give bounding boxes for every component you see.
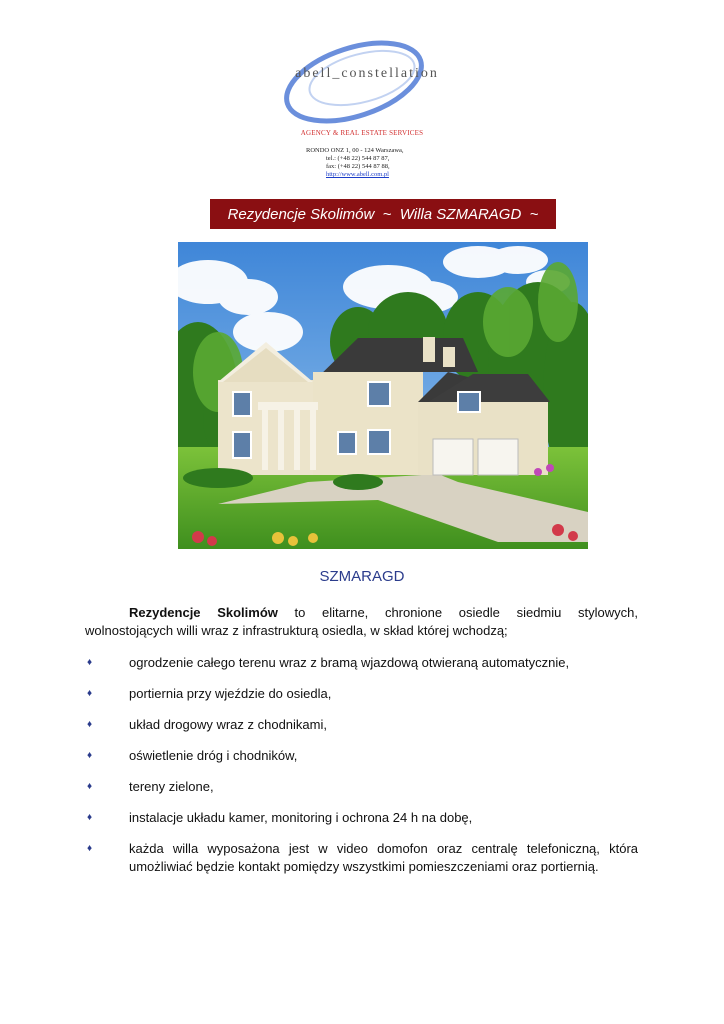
list-item-text: układ drogowy wraz z chodnikami, [129,717,327,732]
list-item [85,778,638,795]
contact-block [306,147,404,179]
diamond-bullet-icon: ♦ [87,781,93,792]
intro-paragraph [85,604,638,640]
section-heading: SZMARAGD [319,568,405,585]
diamond-bullet-icon: ♦ [87,843,93,854]
phone-line: tel.: (+48 22) 544 87 87, [326,155,390,162]
list-item-text: oświetlenie dróg i chodników, [129,748,298,763]
logo-graphic [262,20,472,130]
list-item [85,809,638,826]
list-item-text: ogrodzenie całego terenu wraz z bramą wjazdową otwieraną automatycznie, [129,655,570,670]
logo-text: abell_constellation [295,66,439,81]
list-item [85,685,638,702]
intro-bold: Rezydencje Skolimów [129,605,278,620]
address-line: RONDO ONZ 1, 00 - 124 Warszawa, [306,147,404,154]
agency-line: AGENCY & REAL ESTATE SERVICES [300,129,424,137]
diamond-bullet-icon: ♦ [87,688,93,699]
diamond-bullet-icon: ♦ [87,812,93,823]
company-logo [262,20,472,130]
diamond-bullet-icon: ♦ [87,719,93,730]
website-link[interactable]: http://www.abell.com.pl [326,171,389,178]
list-item [85,654,638,671]
diamond-bullet-icon: ♦ [87,657,93,668]
list-item-text: instalacje układu kamer, monitoring i ochrona 24 h na dobę, [129,810,473,825]
villa-illustration [178,242,588,549]
list-item [85,747,638,764]
fax-line: fax: (+48 22) 544 87 88, [326,163,390,170]
list-item [85,716,638,733]
list-item-text: portiernia przy wjeździe do osiedla, [129,686,332,701]
villa-photo [178,242,588,549]
amenities-list [85,654,638,890]
diamond-bullet-icon: ♦ [87,750,93,761]
list-item-text: tereny zielone, [129,779,214,794]
intro-text: to elitarne, chronione osiedle siedmiu stylowych, wolnostojących willi wraz z infrastrukturą osiedla, w skład której wchodzą; [85,605,638,638]
list-item-text: każda willa wyposażona jest w video domofon oraz centralę telefoniczną, która umożliwiać będzie kontakt pomiędzy wszystkimi pomieszczeniami oraz portiernią. [129,841,638,874]
list-item [85,840,638,876]
title-banner: Rezydencje Skolimów ~ Willa SZMARAGD ~ [210,199,556,229]
